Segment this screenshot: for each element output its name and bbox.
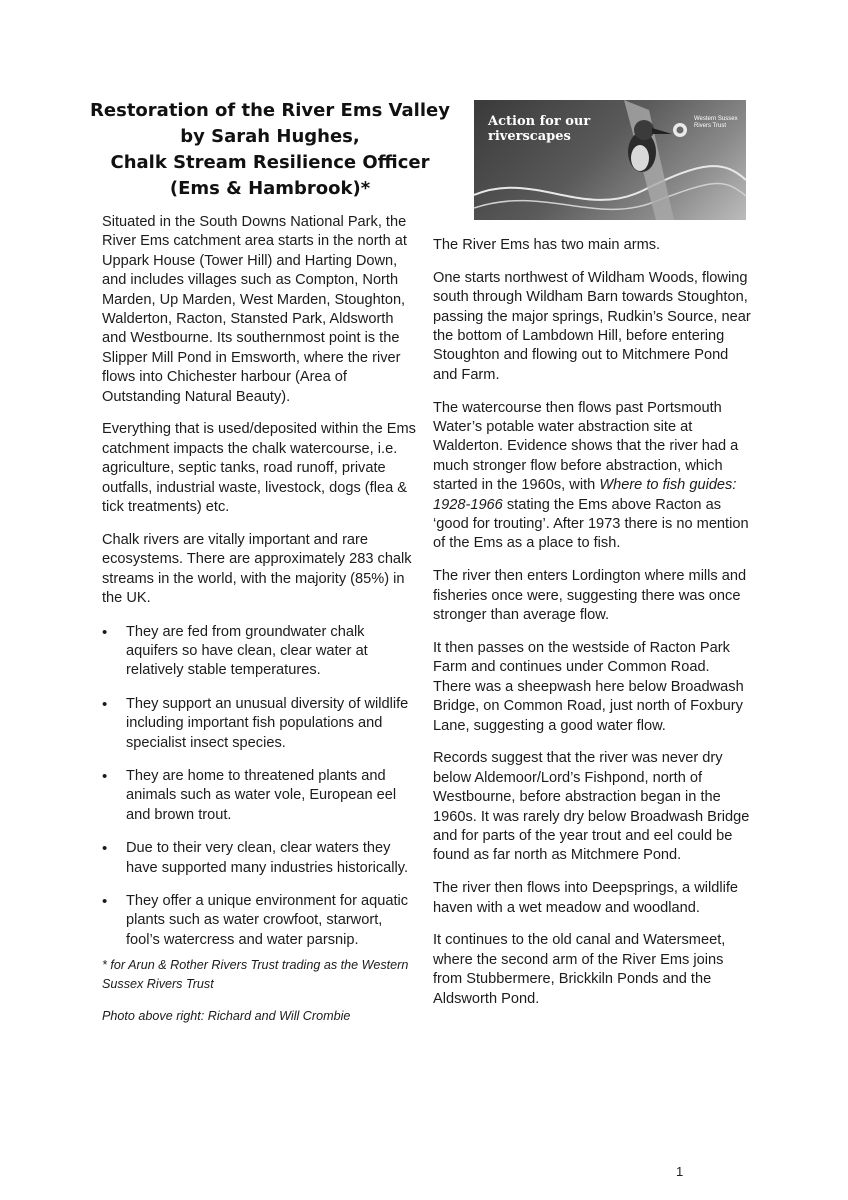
fish-guides-title: Where to fish guides: 1928-1966: [433, 477, 737, 513]
abstraction-paragraph: [433, 399, 751, 554]
photo-credit: Photo above right: Richard and Will Crombie: [102, 1009, 351, 1024]
trust-logo-text: Western Sussex Rivers Trust: [694, 116, 738, 129]
watersmeet-paragraph: It continues to the old canal and Watersmeet, where the second arm of the River Ems joins from Stubbermere, Brickkiln Ponds and the Aldsworth Pond.: [433, 932, 726, 1007]
list-item: [102, 623, 420, 681]
list-item-text: Due to their very clean, clear waters they have supported many industries historically.: [126, 840, 409, 876]
list-item-text: They are home to threatened plants and animals such as water vole, European eel and brown trout.: [126, 767, 397, 823]
bullet-icon: •: [102, 695, 108, 713]
list-item-text: They support an unusual diversity of wildlife including important fish populations and specialist insect species.: [126, 695, 409, 751]
title-line-1: Restoration of the River Ems Valley: [90, 100, 450, 121]
footnote: * for Arun & Rother Rivers Trust trading as the Western Sussex Rivers Trust: [102, 958, 409, 991]
title-line-4: (Ems & Hambrook)*: [169, 178, 371, 199]
abstraction-text-end: stating the Ems above Racton as ‘good for trouting’. After 1973 there is no mention of the Ems as a place to fish.: [433, 496, 749, 552]
title-line-3: Chalk Stream Resilience Officer: [110, 152, 430, 173]
bullet-icon: •: [102, 840, 108, 858]
lordington-paragraph: The river then enters Lordington where mills and fisheries once were, suggesting there was once stronger than average flow.: [433, 568, 747, 624]
bullet-icon: •: [102, 767, 108, 785]
abstraction-text-start: The watercourse then flows past Portsmouth Water’s potable water abstraction site at Walderton. Evidence shows that the river had a much stronger flow before abstraction, which started in the 1960s, with: [433, 399, 739, 494]
list-item-text: They offer a unique environment for aquatic plants such as water crowfoot, starwort, fool’s watercress and water parsnip.: [126, 892, 409, 948]
bullet-icon: •: [102, 892, 108, 910]
list-item: [102, 839, 420, 878]
catchment-impacts-paragraph: Everything that is used/deposited within the Ems catchment impacts the chalk watercourse, i.e. agriculture, septic tanks, road runoff, private outfalls, industrial waste, livestock, dogs (flea & tick treatments) etc.: [102, 421, 416, 516]
left-column: [102, 213, 420, 1039]
first-arm-paragraph: One starts northwest of Wildham Woods, flowing south through Wildham Barn towards Stoughton, passing the major springs, Rudkin’s Source, near the bottom of Lambdown Hill, before entering Stoughton and flowing out to Mitchmere Pond and Farm.: [433, 269, 751, 383]
article-title: [90, 98, 450, 202]
records-paragraph: Records suggest that the river was never dry below Aldemoor/Lord’s Fishpond, north of Westbourne, before abstraction began in the 1960s. It was rarely dry below Broadwash Bridge and for parts of the year trout and eel could be found as far north as Mitchmere Pond.: [433, 750, 750, 864]
deepsprings-paragraph: The river then flows into Deepsprings, a wildlife haven with a wet meadow and woodland.: [433, 880, 738, 916]
photo-headline: Action for our riverscapes: [488, 114, 591, 144]
right-column: [433, 236, 751, 1022]
title-line-2: by Sarah Hughes,: [180, 126, 360, 147]
racton-paragraph: It then passes on the westside of Racton Park Farm and continues under Common Road. There was a sheepwash here below Broadwash Bridge, on Common Road, just north of Foxbury Lane, suggesting a good water flow.: [433, 639, 744, 734]
two-arms-paragraph: The River Ems has two main arms.: [433, 237, 661, 253]
list-item: [102, 695, 420, 753]
bullet-icon: •: [102, 623, 108, 641]
intro-paragraph: Situated in the South Downs National Park, the River Ems catchment area starts in the north at Uppark House (Tower Hill) and Harting Down, and includes villages such as Compton, North Marden, Up Marden, West Marden, Stoughton, Walderton, Racton, Stansted Park, Aldsworth and Westbourne. Its southernmost point is the Slipper Mill Pond in Emsworth, where the river flows into Chichester harbour (Area of Outstanding Natural Beauty).: [102, 214, 407, 405]
kingfisher-photo: [474, 100, 746, 220]
list-item-text: They are fed from groundwater chalk aquifers so have clean, clear water at relatively stable temperatures.: [126, 623, 368, 679]
chalk-rivers-paragraph: Chalk rivers are vitally important and rare ecosystems. There are approximately 283 chalk streams in the world, with the majority (85%) in the UK.: [102, 531, 412, 607]
list-item: [102, 767, 420, 825]
list-item: [102, 892, 420, 950]
chalk-stream-facts-list: [102, 623, 420, 951]
page-number: 1: [676, 1164, 684, 1179]
